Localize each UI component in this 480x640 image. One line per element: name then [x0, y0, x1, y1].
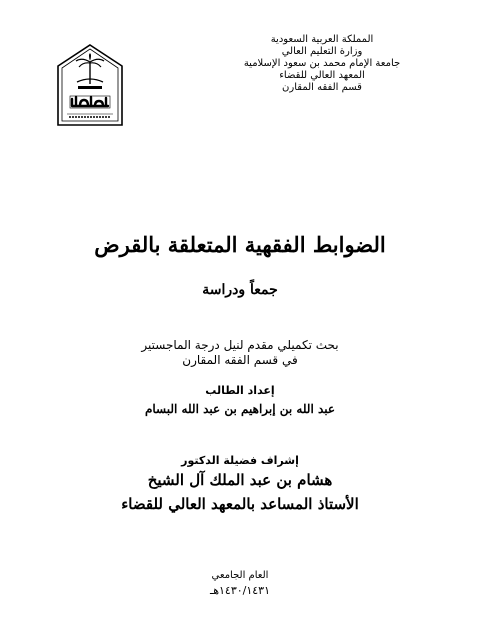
header-line-institute: المعهد العالي للقضاء [279, 70, 365, 81]
header-line-department: قسم الفقه المقارن [282, 82, 362, 93]
degree-purpose-line-2: في قسم الفقه المقارن [182, 353, 298, 367]
supervisor-title: الأستاذ المساعد بالمعهد العالي للقضاء [121, 495, 359, 513]
supervisor-name: هشام بن عبد الملك آل الشيخ [147, 471, 333, 489]
header-line-kingdom: المملكة العربية السعودية [270, 34, 374, 45]
header-line-university: جامعة الإمام محمد بن سعود الإسلامية [243, 58, 401, 69]
degree-purpose-line-1: بحث تكميلي مقدم لنيل درجة الماجستير [141, 338, 339, 352]
institution-header [222, 34, 422, 94]
header-line-ministry: وزارة التعليم العالي [281, 46, 363, 57]
thesis-title: الضوابط الفقهية المتعلقة بالقرض [94, 232, 386, 257]
student-name: عبد الله بن إبراهيم بن عبد الله البسام [144, 402, 336, 416]
supervisor-label: إشراف فضيلة الدكتور [181, 454, 299, 467]
academic-year-label: العام الجامعي [211, 570, 269, 581]
thesis-subtitle: جمعاً ودراسة [202, 282, 278, 298]
academic-year-value: ١٤٣٠/١٤٣١هـ [209, 584, 270, 597]
university-emblem-icon [57, 44, 123, 126]
prepared-by-label: إعداد الطالب [205, 384, 275, 397]
